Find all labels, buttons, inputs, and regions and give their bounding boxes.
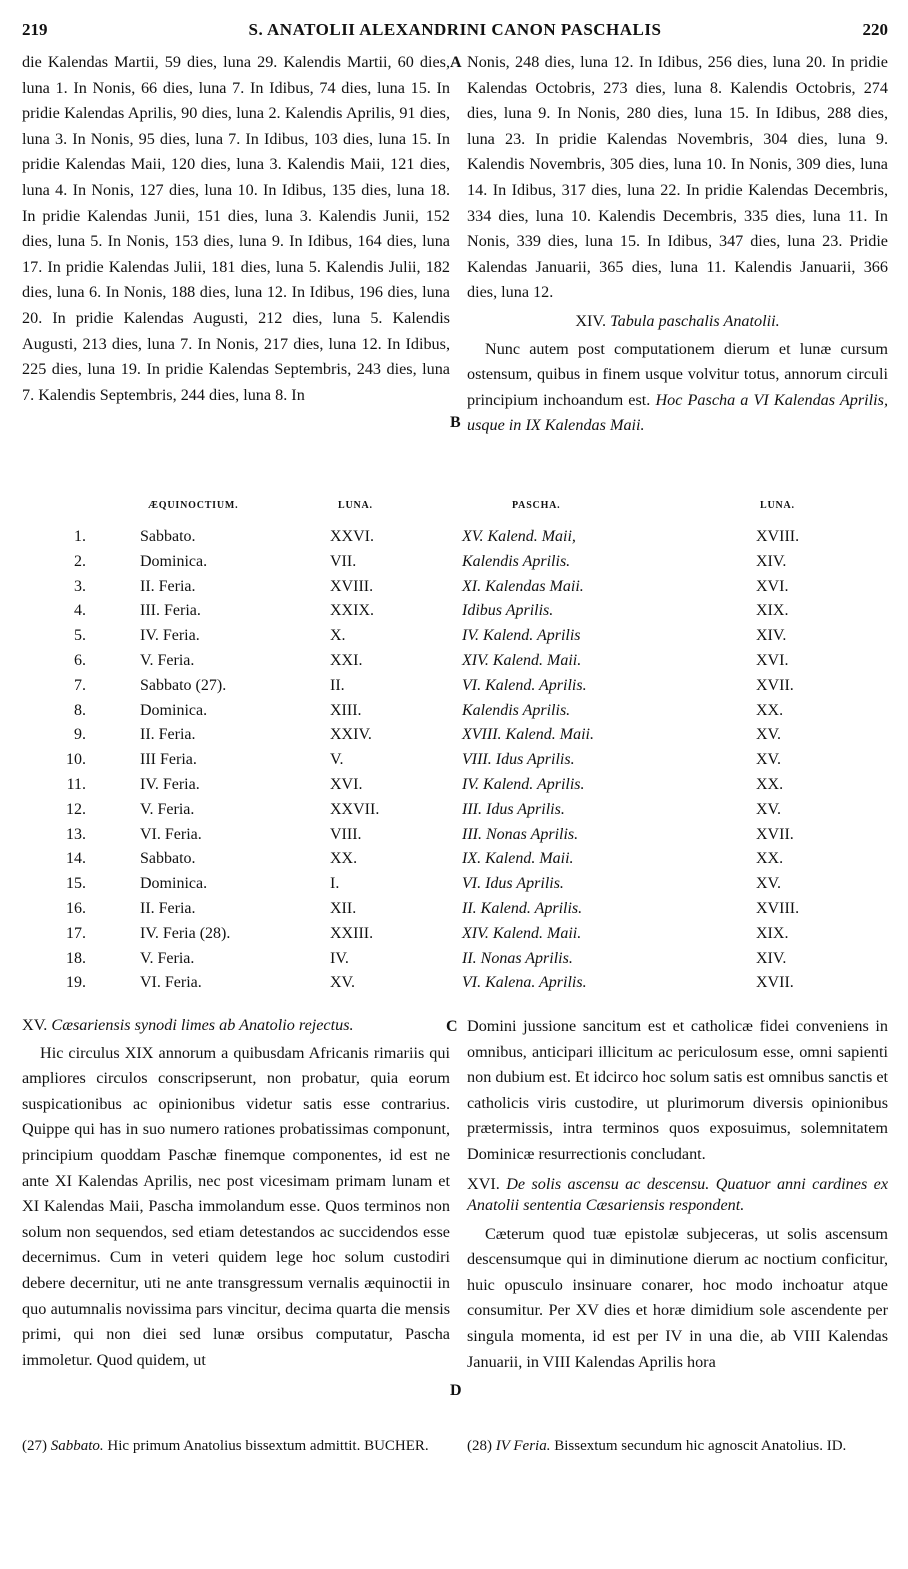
table-row [22, 528, 888, 553]
table-row [22, 850, 888, 875]
row-number: 16. [66, 900, 86, 917]
row-number: 6. [74, 652, 86, 669]
pascha-luna: XV. [756, 751, 782, 769]
footnote-27-label: Sabbato. [50, 1438, 104, 1454]
equinox-luna: X. [330, 627, 346, 645]
equinox-luna: XXVII. [330, 800, 380, 818]
equinox-luna: XXIX. [330, 602, 374, 620]
pascha-luna: XX. [756, 776, 784, 793]
equinox-day: Dominica. [140, 552, 208, 570]
pascha-luna: XVI. [756, 652, 789, 669]
pascha-luna: XIV. [756, 949, 787, 967]
footnote-28-text: Bissextum secundum hic agnoscit Anatolius. ID. [554, 1438, 847, 1454]
pascha-date: II. Nonas Aprilis. [462, 949, 573, 967]
right-column-top [467, 50, 888, 495]
left-column-top [22, 50, 450, 495]
row-number: 14. [66, 850, 86, 868]
pascha-luna: XX. [756, 850, 784, 868]
page-header [22, 20, 888, 48]
pascha-date: IV. Kalend. Aprilis [462, 627, 581, 645]
pascha-date: VI. Kalena. Aprilis. [462, 974, 587, 992]
row-number: 17. [66, 924, 86, 942]
table-row [22, 677, 888, 702]
table-row [22, 776, 888, 801]
table-row [22, 875, 888, 900]
pascha-date: Kalendis Aprilis. [462, 552, 571, 570]
pascha-luna: XV. [756, 726, 782, 744]
table-header-luna: LUNA. [338, 500, 373, 511]
section-xiv-title: Tabula paschalis Anatolii. [610, 311, 780, 330]
equinox-day: III Feria. [140, 751, 197, 769]
equinox-luna: IV. [330, 949, 349, 967]
pascha-luna: XIX. [756, 924, 789, 942]
table-row [22, 602, 888, 627]
section-xvi-number: XVI. [467, 1174, 500, 1193]
pascha-date: Idibus Aprilis. [462, 602, 554, 620]
pascha-date: VIII. Idus Aprilis. [462, 751, 575, 769]
table-row [22, 900, 888, 925]
pascha-date: VI. Kalend. Aprilis. [462, 676, 587, 694]
right-top-paragraph: Nonis, 248 dies, luna 12. In Idibus, 256 dies, luna 20. In pridie Kalendas Octobris, 273 dies, luna 8. Kalendis Octobris, 274 dies, luna 9. In Nonis, 280 dies, luna 15. In Idibus, 288 dies, luna 23. In pridie Kalendas Novembris, 304 dies, luna 9. Kalendis Novembris, 305 dies, luna 10. In Nonis, 309 dies, luna 14. In Idibus, 317 dies, luna 22. In pridie Kalendas Decembris, 334 dies, luna 10. Kalendis Decembris, 335 dies, luna 11. In Nonis, 339 dies, luna 15. In Idibus, 347 dies, luna 23. Pridie Kalendas Januarii, 365 dies, luna 11. Kalendis Januarii, 366 dies, luna 12. [467, 53, 888, 302]
section-xvi-paragraph: Cæterum quod tuæ epistolæ subjeceras, ut solis ascensum descensumque qui in diminutione dierum ac noctium conficitur, huic opusculo insinuare conarer, hoc modo inchoatur atque consumitur. Per XV dies et horæ dimidium sole ascendente per singula momenta, id est per IV in una die, ab VIII Kalendas Januarii, in VIII Kalendas Aprilis hora [467, 1224, 888, 1371]
table-row [22, 578, 888, 603]
row-number: 9. [74, 726, 86, 744]
equinox-day: V. Feria. [140, 652, 195, 669]
pascha-date: II. Kalend. Aprilis. [462, 900, 583, 917]
row-number: 12. [66, 800, 86, 818]
pascha-luna: XV. [756, 800, 782, 818]
row-number: 10. [66, 751, 86, 769]
equinox-day: Sabbato (27). [140, 676, 227, 694]
running-title: S. ANATOLII ALEXANDRINI CANON PASCHALIS [248, 20, 662, 39]
table-row [22, 553, 888, 578]
section-xiv-number: XIV. [575, 311, 607, 330]
margin-marker-a: A [450, 54, 462, 71]
equinox-luna: XVIII. [330, 577, 374, 595]
row-number: 8. [74, 701, 86, 719]
table-row [22, 950, 888, 975]
section-xv-heading [22, 1013, 450, 1039]
section-xv-title: Cæsariensis synodi limes ab Anatolio rejectus. [51, 1016, 354, 1034]
equinox-day: IV. Feria. [140, 627, 200, 645]
equinox-luna: XX. [330, 850, 358, 868]
section-xiv-heading [467, 309, 888, 335]
right-bottom-paragraph: Domini jussione sancitum est et catholicæ fidei conveniens in omnibus, anticipari illicitum ac periculosum esse, omni sapienti non dubium est. Et idcirco hoc solum satis est omnibus sanctis et catholicis viris custodire, ut plurimorum diversis opinionibus prætermissis, intra terminos quos exposuimus, solemnitatem Dominicæ resurrectionis concludant. [467, 1017, 888, 1163]
equinox-day: Dominica. [140, 875, 208, 893]
equinox-luna: XV. [330, 974, 356, 992]
row-number: 4. [74, 602, 86, 620]
row-number: 11. [66, 776, 86, 793]
table-header-luna-2: LUNA. [760, 500, 795, 511]
pascha-luna: XX. [756, 701, 784, 719]
table-row [22, 652, 888, 677]
pascha-luna: XVII. [756, 825, 794, 843]
equinox-day: V. Feria. [140, 800, 195, 818]
row-number: 18. [66, 949, 86, 967]
page-number-left: 219 [22, 20, 48, 39]
pascha-date: XIV. Kalend. Maii. [462, 652, 582, 669]
pascha-date: XIV. Kalend. Maii. [462, 924, 582, 942]
table-row [22, 726, 888, 751]
row-number: 5. [74, 627, 86, 645]
margin-marker-c: C [446, 1018, 458, 1035]
margin-marker-d: D [450, 1382, 462, 1399]
section-xvi-heading [467, 1174, 888, 1216]
row-number: 13. [66, 825, 86, 843]
equinox-luna: XXIII. [330, 924, 374, 942]
row-number: 15. [66, 875, 86, 893]
equinox-luna: I. [330, 875, 340, 893]
footnote-28-number: (28) [467, 1438, 492, 1454]
pascha-luna: XVII. [756, 676, 794, 694]
table-row [22, 702, 888, 727]
equinox-day: III. Feria. [140, 602, 201, 620]
pascha-date: III. Idus Aprilis. [462, 800, 565, 818]
left-column-bottom [22, 1010, 450, 1434]
pascha-luna: XV. [756, 875, 782, 893]
table-header-equinox: ÆQUINOCTIUM. [148, 500, 239, 511]
table-row [22, 974, 888, 999]
equinox-day: IV. Feria. [140, 776, 200, 793]
row-number: 7. [74, 676, 86, 694]
pascha-luna: XVI. [756, 577, 789, 595]
equinox-luna: VII. [330, 552, 357, 570]
equinox-luna: XIII. [330, 701, 362, 719]
row-number: 1. [74, 528, 86, 545]
table-row [22, 826, 888, 851]
pascha-luna: XIX. [756, 602, 789, 620]
equinox-day: V. Feria. [140, 949, 195, 967]
pascha-date: IX. Kalend. Maii. [462, 850, 574, 868]
margin-marker-b: B [450, 414, 461, 431]
equinox-day: VI. Feria. [140, 974, 202, 992]
section-xiv-intro-text: Nunc autem post computationem dierum et lunæ cursum ostensum, quibus in finem usque volvitur totus, annorum circuli principium inchoandum est. [467, 339, 888, 409]
section-xv-paragraph: Hic circulus XIX annorum a quibusdam Africanis rimariis qui ampliores circulos conscripserunt, non probatur, quia eorum suspicationibus ac opinionibus videtur satis esse contrarius. Quippe qui has in suo numero rationes probatissimas componunt, principium quoddam Paschæ finemque componentes, id est ne ante XI Kalendas Aprilis, nec post vicesimam primam lunam et XI Kalendas Maii, Pascha immolandum esse. Quos terminos non solum non sequendos, sed etiam detestandos ac succidendos esse decernimus. Cum in veteri quidem lege hoc solum custodiri debere decernitur, uti ne ante transgressum vernalis æquinoctii in quo autumnalis novissima pars vincitur, decima quarta die mensis primi, qui non diei sed lunæ orsibus computatur, Pascha immoletur. Quod quidem, ut [22, 1043, 450, 1369]
pascha-date: XVIII. Kalend. Maii. [462, 726, 594, 744]
footnote-27-text: Hic primum Anatolius bissextum admittit. BUCHER. [107, 1438, 429, 1454]
equinox-luna: XXI. [330, 652, 363, 669]
table-row [22, 627, 888, 652]
pascha-date: Kalendis Aprilis. [462, 701, 571, 719]
table-row [22, 925, 888, 950]
footnote-27 [22, 1438, 450, 1455]
left-top-paragraph: die Kalendas Martii, 59 dies, luna 29. Kalendis Martii, 60 dies, luna 1. In Nonis, 66 dies, luna 7. In Idibus, 74 dies, luna 15. In pridie Kalendas Aprilis, 90 dies, luna 2. Kalendis Aprilis, 91 dies, luna 3. In Nonis, 95 dies, luna 7. In Idibus, 103 dies, luna 15. In pridie Kalendas Maii, 120 dies, luna 3. Kalendis Maii, 121 dies, luna 4. In Nonis, 127 dies, luna 10. In Idibus, 135 dies, luna 18. In pridie Kalendas Junii, 151 dies, luna 3. Kalendis Junii, 152 dies, luna 5. In Nonis, 153 dies, luna 9. In Idibus, 164 dies, luna 17. In pridie Kalendas Julii, 181 dies, luna 5. Kalendis Julii, 182 dies, luna 6. In Nonis, 188 dies, luna 12. In Idibus, 196 dies, luna 20. In pridie Kalendas Augusti, 212 dies, luna 5. Kalendis Augusti, 213 dies, luna 7. In Nonis, 217 dies, luna 12. In Idibus, 225 dies, luna 19. In pridie Kalendas Septembris, 243 dies, luna 7. Kalendis Septembris, 244 dies, luna 8. In [22, 53, 450, 404]
equinox-day: II. Feria. [140, 726, 196, 744]
equinox-luna: XII. [330, 900, 357, 917]
footnote-28 [467, 1438, 888, 1455]
table-row [22, 751, 888, 776]
section-xvi-title: De solis ascensu ac descensu. Quatuor anni cardines ex Anatolii sententia Cæsariensis respondent. [467, 1174, 889, 1214]
table-header-pascha: PASCHA. [512, 500, 561, 511]
pascha-luna: XVIII. [756, 528, 800, 545]
footnote-27-number: (27) [22, 1438, 47, 1454]
page-number-right: 220 [862, 20, 888, 39]
equinox-day: Sabbato. [140, 850, 196, 868]
equinox-luna: XVI. [330, 776, 363, 793]
equinox-day: IV. Feria (28). [140, 924, 231, 942]
row-number: 3. [74, 577, 86, 595]
section-xiv-intro-italic: Hoc Pascha a VI Kalendas Aprilis, usque in IX Kalendas Maii. [467, 390, 889, 435]
pascha-date: IV. Kalend. Aprilis. [462, 776, 585, 793]
equinox-day: II. Feria. [140, 577, 196, 595]
pascha-date: VI. Idus Aprilis. [462, 875, 564, 893]
equinox-luna: II. [330, 676, 345, 694]
right-column-bottom [467, 1014, 888, 1434]
equinox-luna: V. [330, 751, 344, 769]
pascha-date: XV. Kalend. Maii, [462, 528, 576, 545]
equinox-luna: XXIV. [330, 726, 372, 744]
section-xv-number: XV. [22, 1016, 48, 1034]
pascha-luna: XIV. [756, 552, 787, 570]
equinox-day: Dominica. [140, 701, 208, 719]
equinox-luna: VIII. [330, 825, 362, 843]
equinox-luna: XXVI. [330, 528, 374, 545]
section-xiv-intro [467, 337, 888, 439]
row-number: 2. [74, 552, 86, 570]
paschal-table [22, 500, 888, 1005]
pascha-date: XI. Kalendas Maii. [462, 577, 584, 595]
footnote-28-label: IV Feria. [495, 1438, 551, 1454]
pascha-luna: XVIII. [756, 900, 800, 917]
equinox-day: VI. Feria. [140, 825, 202, 843]
pascha-luna: XIV. [756, 627, 787, 645]
pascha-date: III. Nonas Aprilis. [462, 825, 579, 843]
equinox-day: Sabbato. [140, 528, 196, 545]
pascha-luna: XVII. [756, 974, 794, 992]
equinox-day: II. Feria. [140, 900, 196, 917]
row-number: 19. [66, 974, 86, 992]
table-row [22, 801, 888, 826]
